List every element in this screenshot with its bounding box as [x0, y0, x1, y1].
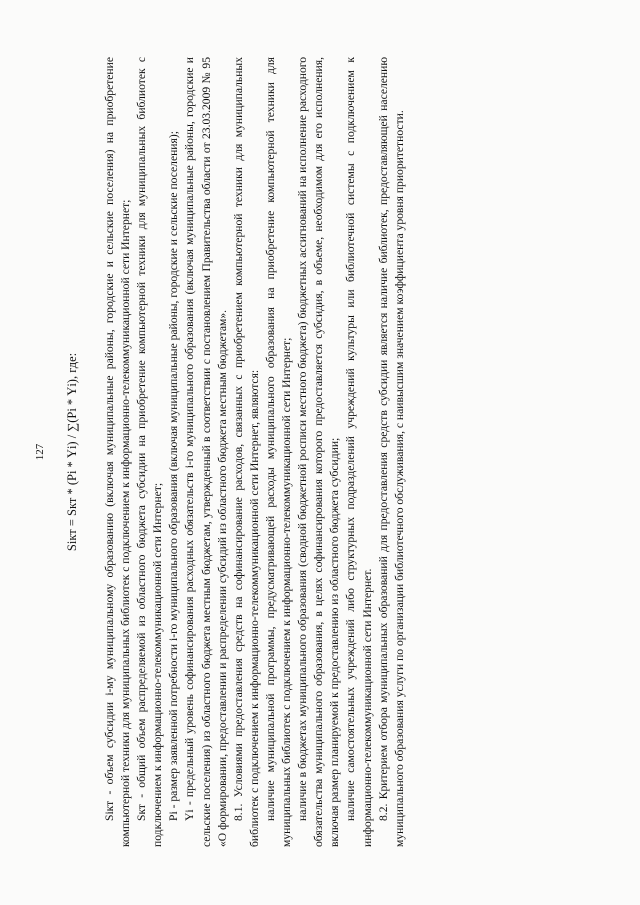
page-number: 127	[34, 443, 46, 461]
subsidy-formula: Sікт = Sкт * (Рі * Yі) / ∑(Рі * Yі), где:	[65, 352, 79, 552]
paragraph-program-condition: наличие муниципальной программы, предусматривающей расходы муниципального образования на приобретение компьютерной техники для муниципальных библиотек с подключением к информационно-телекоммуникационной сети Интернет;	[263, 57, 294, 847]
paragraph-budget-condition: наличие в бюджетах муниципального образования (сводной бюджетной росписи местного бюджета) бюджетных ассигнований на исполнение расходного обязательства муниципального образования, в целях софинансирования которого предоставляется субсидия, в объеме, необходимом для его исполнения, включая размер планируемой к предоставлению из областного бюджета субсидии;	[296, 57, 342, 847]
rotated-document	[34, 57, 600, 847]
paragraph-sikt-definition: Sікт - объем субсидии і-му муниципальному образованию (включая муниципальные районы, городские и сельские поселения) на приобретение компьютерной техники для муниципальных библиотек с подключением к информационно-телекоммуникационной сети Интернет;	[103, 57, 133, 847]
paragraph-8-2-criteria: 8.2. Критерием отбора муниципальных образований для предоставления средств субсидии является наличие библиотек, предоставляющей населению муниципального образования услуги по организации библиотечного обслуживания, с наивысшим значением коэффициента уровня приоритетности.	[376, 57, 406, 847]
paragraph-pi-definition: Рі - размер заявленной потребности і-го муниципального образования (включая муниципальные районы, городские и сельские поселения);	[167, 131, 181, 821]
paragraph-institutions-condition: наличие самостоятельных учреждений либо структурных подразделений учреждений культуры или библиотечной системы с подключением к информационно-телекоммуникационной сети Интернет.	[344, 57, 374, 847]
paragraph-yi-definition: Yі - предельный уровень софинансирования расходных обязательств і-го муниципального образования (включая муниципальные районы, городские и сельские поселения) из областного бюджета местным бюджетам, утвержденный в соответствии с постановлением Правительства области от 23.03.2009 № 95 «О формировании, предоставлении и распределении субсидий из областного бюджета местным бюджетам».	[183, 57, 229, 847]
paragraph-8-1-conditions: 8.1. Условиями предоставления средств на софинансирование расходов, связанных с приобретением компьютерной техники для муниципальных библиотек с подключением к информационно-телекоммуникационной сети Интернет, являются:	[231, 57, 261, 847]
document-body	[102, 57, 408, 847]
paragraph-skt-definition: Sкт - общий объем распределяемой из областного бюджета субсидии на приобретение компьютерной техники для муниципальных библиотек с подключением к информационно-телекоммуникационной сети Интернет;	[135, 57, 165, 847]
